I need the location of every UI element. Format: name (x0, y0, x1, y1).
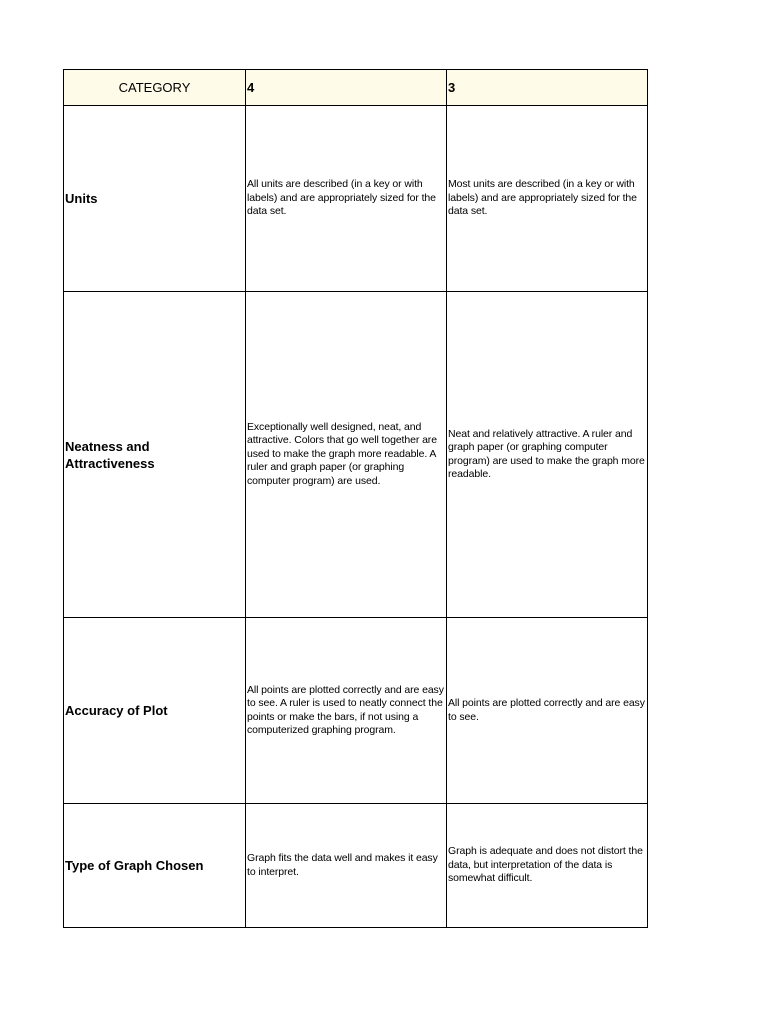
rubric-row-units (64, 106, 648, 292)
desc-level-4-neatness: Exceptionally well designed, neat, and attractive. Colors that go well together are used to make the graph more readable. A ruler and graph paper (or graphing computer program) are used. (246, 292, 447, 618)
category-label-units: Units (64, 106, 246, 292)
rubric-table (63, 69, 648, 928)
header-row (64, 70, 648, 106)
rubric-row-neatness (64, 292, 648, 618)
category-label-graph-type: Type of Graph Chosen (64, 804, 246, 928)
category-label-neatness-text: Neatness and Attractiveness (65, 438, 155, 471)
desc-level-4-accuracy: All points are plotted correctly and are easy to see. A ruler is used to neatly connect the points or make the bars, if not using a computerized graphing program. (246, 618, 447, 804)
category-label-neatness (64, 292, 246, 618)
desc-level-4-graph-type: Graph fits the data well and makes it easy to interpret. (246, 804, 447, 928)
rubric-row-graph-type (64, 804, 648, 928)
header-category-cell: CATEGORY (64, 70, 246, 106)
header-level-4-cell: 4 (246, 70, 447, 106)
desc-level-4-units: All units are described (in a key or with labels) and are appropriately sized for the data set. (246, 106, 447, 292)
desc-level-3-neatness: Neat and relatively attractive. A ruler and graph paper (or graphing computer program) are used to make the graph more readable. (447, 292, 648, 618)
category-label-accuracy: Accuracy of Plot (64, 618, 246, 804)
header-level-3-cell: 3 (447, 70, 648, 106)
desc-level-3-accuracy: All points are plotted correctly and are easy to see. (447, 618, 648, 804)
desc-level-3-graph-type: Graph is adequate and does not distort the data, but interpretation of the data is somewhat difficult. (447, 804, 648, 928)
rubric-row-accuracy (64, 618, 648, 804)
desc-level-3-units: Most units are described (in a key or with labels) and are appropriately sized for the data set. (447, 106, 648, 292)
